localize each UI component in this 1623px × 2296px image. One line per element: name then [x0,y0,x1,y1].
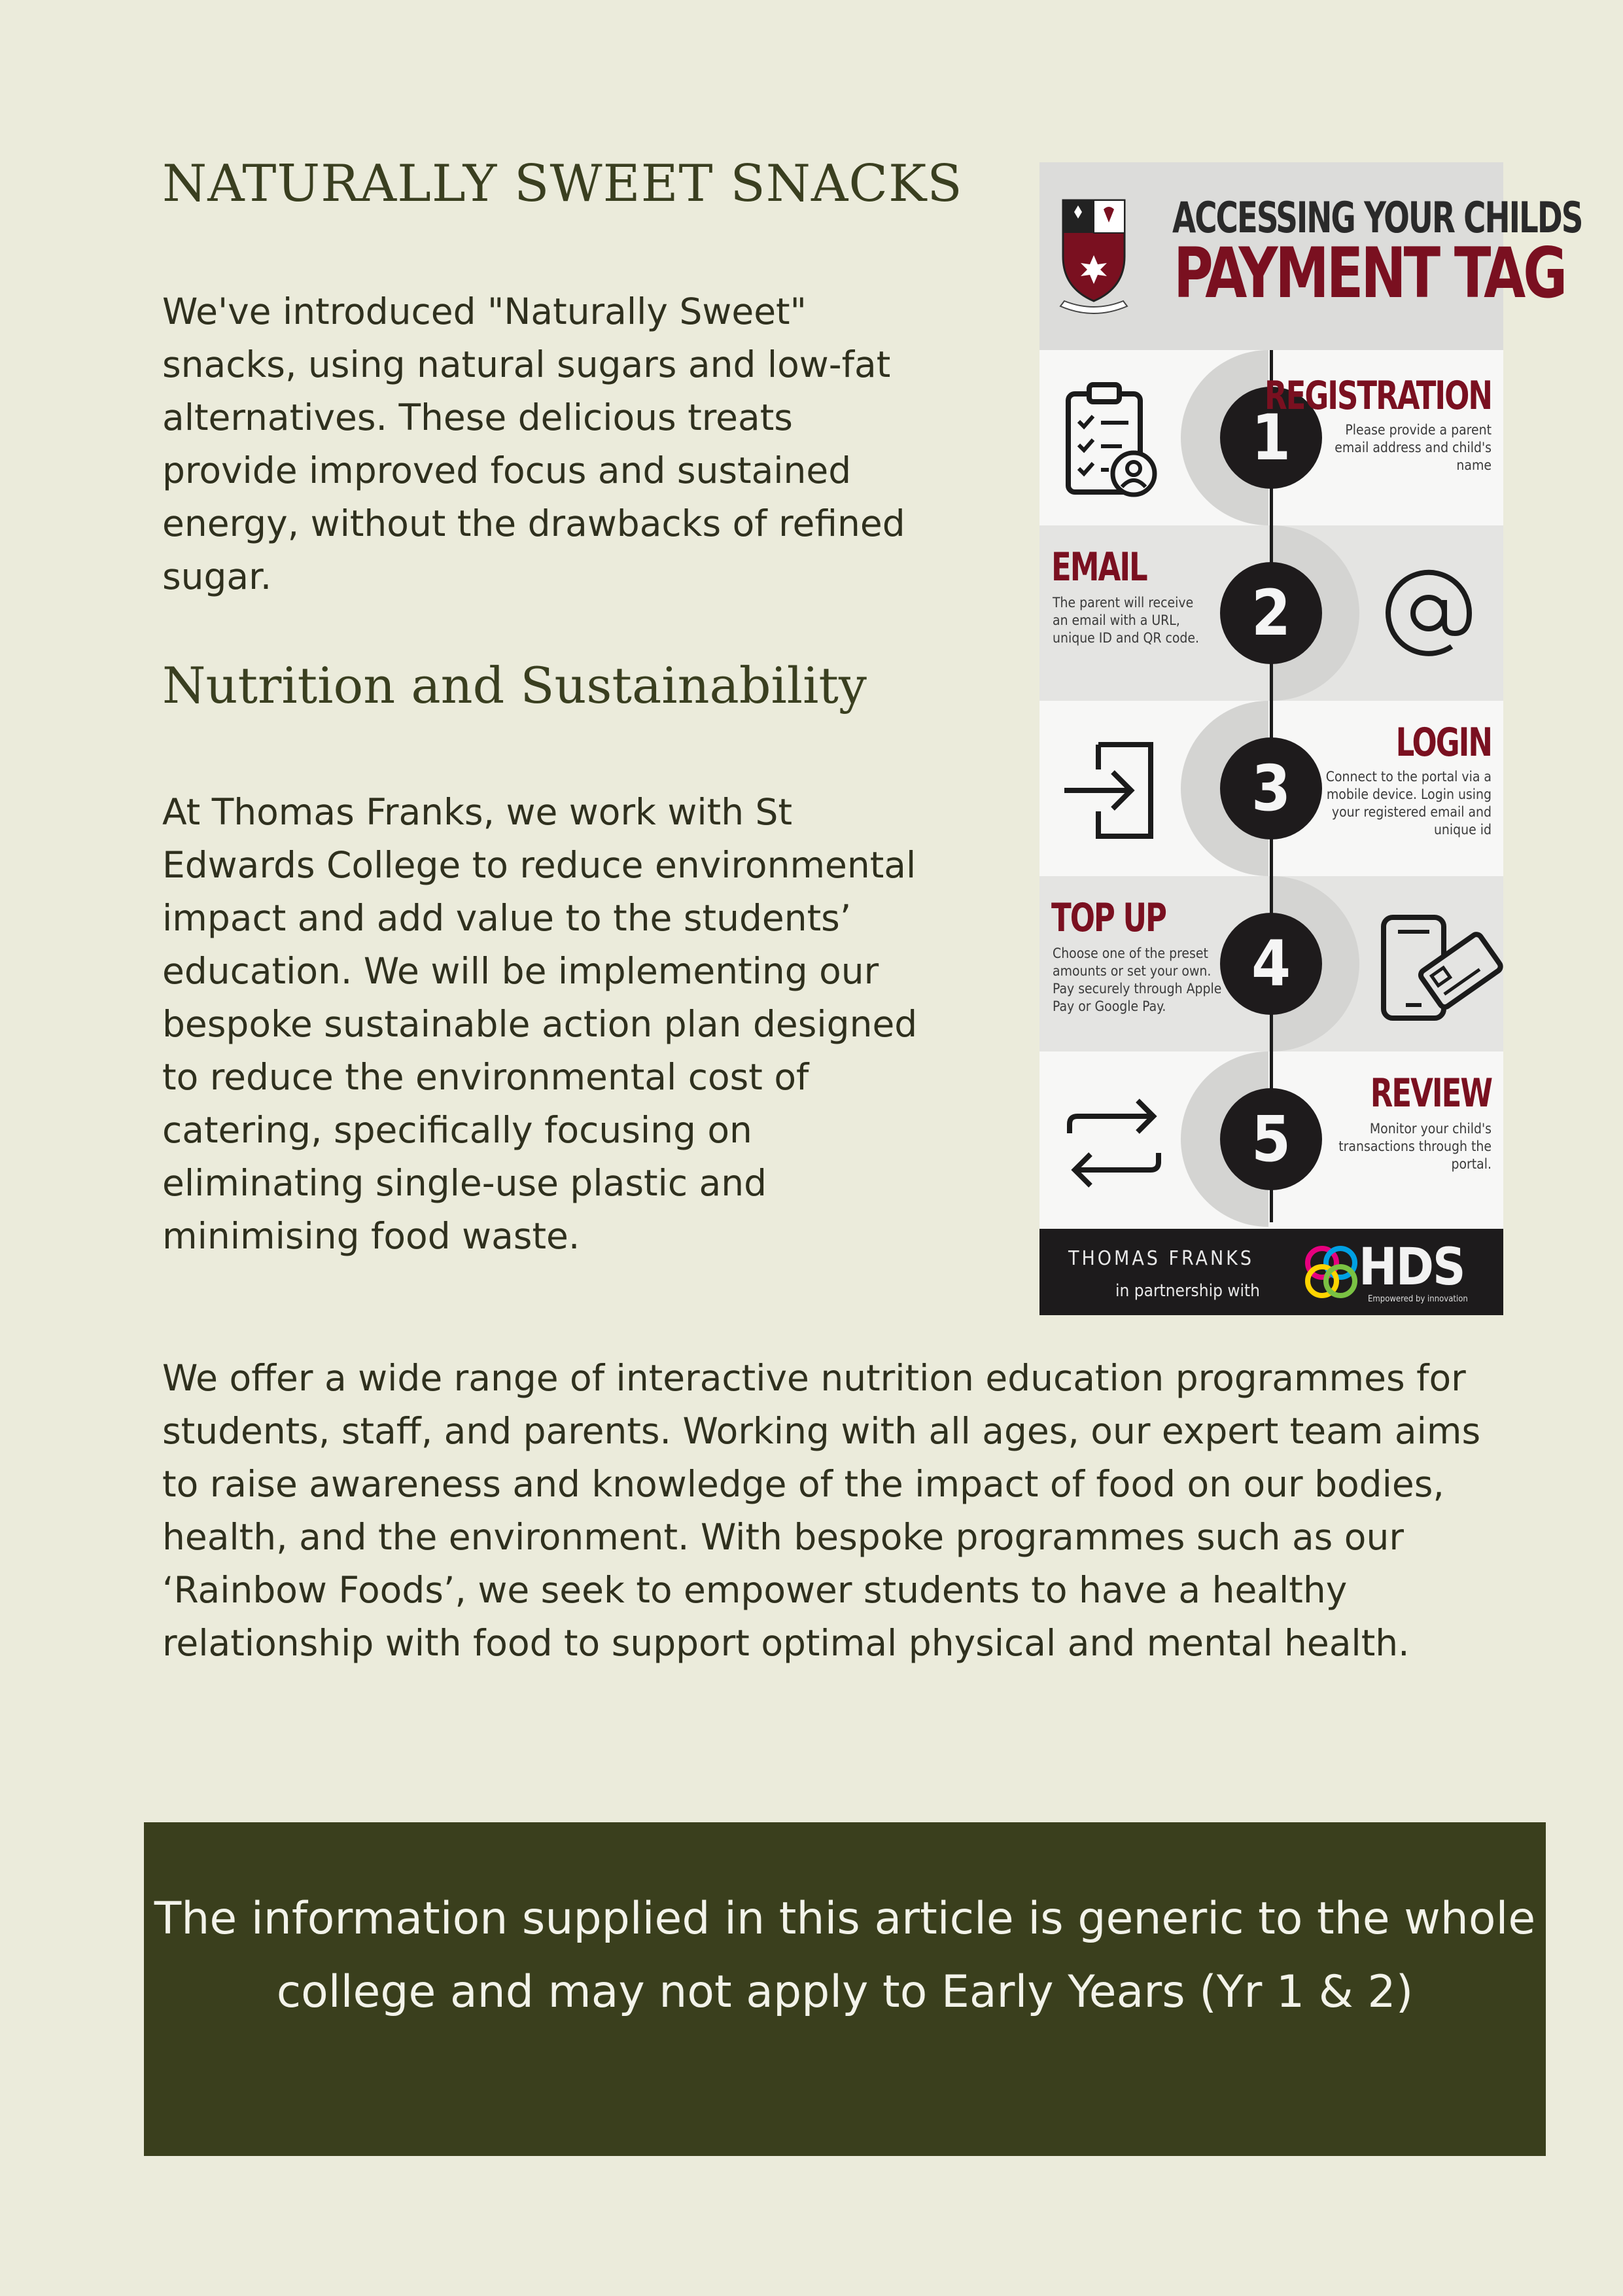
clipboard-checklist-icon [1063,382,1161,500]
step-2-number: 2 [1220,562,1322,664]
step-1-desc: Please provide a parent email address and child's name [1335,422,1492,473]
step-1-number: 1 [1220,387,1322,489]
notice-text: The information supplied in this article is generic to the whole college and may not apply to Early Years (Yr 1 & 2) [154,1893,1536,2018]
payment-tag-infographic [1039,162,1582,1315]
at-sign-icon [1380,564,1478,662]
hds-logo: HDS [1359,1238,1465,1297]
college-crest-icon [1058,196,1130,321]
partnership-label: in partnership with [1115,1281,1260,1301]
paragraph-sustainability: At Thomas Franks, we work with St Edwards College to reduce environmental impact and add value to the students’ education. We will be implementing our bespoke sustainable action plan designed to reduce the environmental cost of catering, specifically focusing on eliminating single-use plastic and minimising food waste. [162,791,918,1257]
infographic-footer [1039,1229,1503,1315]
step-5-number: 5 [1220,1088,1322,1190]
step-3-desc: Connect to the portal via a mobile device. Login using your registered email and unique id [1325,769,1492,838]
login-arrow-icon [1059,738,1164,843]
step-3-number: 3 [1220,737,1322,839]
phone-card-icon [1378,912,1496,1023]
hds-knot-icon [1301,1242,1361,1302]
step-2-title: EMAIL [1051,544,1147,590]
step-5-title: REVIEW [1370,1070,1492,1116]
step-4-title: TOP UP [1051,895,1166,941]
paragraph-nutrition-education: We offer a wide range of interactive nutrition education programmes for students, staff, and parents. Working with all ages, our expert team aims to raise awareness and knowledge of the impact of food on our bodies, health, and the environment. With bespoke programmes such as our ‘Rainbow Foods’, we seek to empower students to have a healthy relationship with food to support optimal physical and mental health. [162,1357,1481,1664]
step-4-number: 4 [1220,913,1322,1015]
step-2-desc: The parent will receive an email with a URL, unique ID and QR code. [1053,595,1200,646]
step-5-desc: Monitor your child's transactions through the portal. [1338,1121,1492,1172]
step-3-title: LOGIN [1395,720,1492,766]
heading-naturally-sweet-snacks: NATURALLY SWEET SNACKS [162,154,963,213]
step-1-title: REGISTRATION [1265,373,1492,419]
exchange-arrows-icon [1062,1094,1166,1192]
hds-tagline: Empowered by innovation [1368,1294,1468,1304]
infographic-title-line1: ACCESSING YOUR CHILDS [1172,194,1582,243]
infographic-title-line2: PAYMENT TAG [1174,233,1565,314]
step-4-desc: Choose one of the preset amounts or set your own. Pay securely through Apple Pay or Google Pay. [1053,945,1222,1014]
paragraph-naturally-sweet: We've introduced "Naturally Sweet" snacks, using natural sugars and low-fat alternatives. These delicious treats provide improved focus and sustained energy, without the drawbacks of refined sugar. [162,291,905,597]
infographic-header [1039,162,1582,350]
notice-box [144,1822,1546,2156]
heading-nutrition-sustainability: Nutrition and Sustainability [162,656,867,715]
thomas-franks-logo: THOMAS FRANKS [1068,1247,1255,1270]
